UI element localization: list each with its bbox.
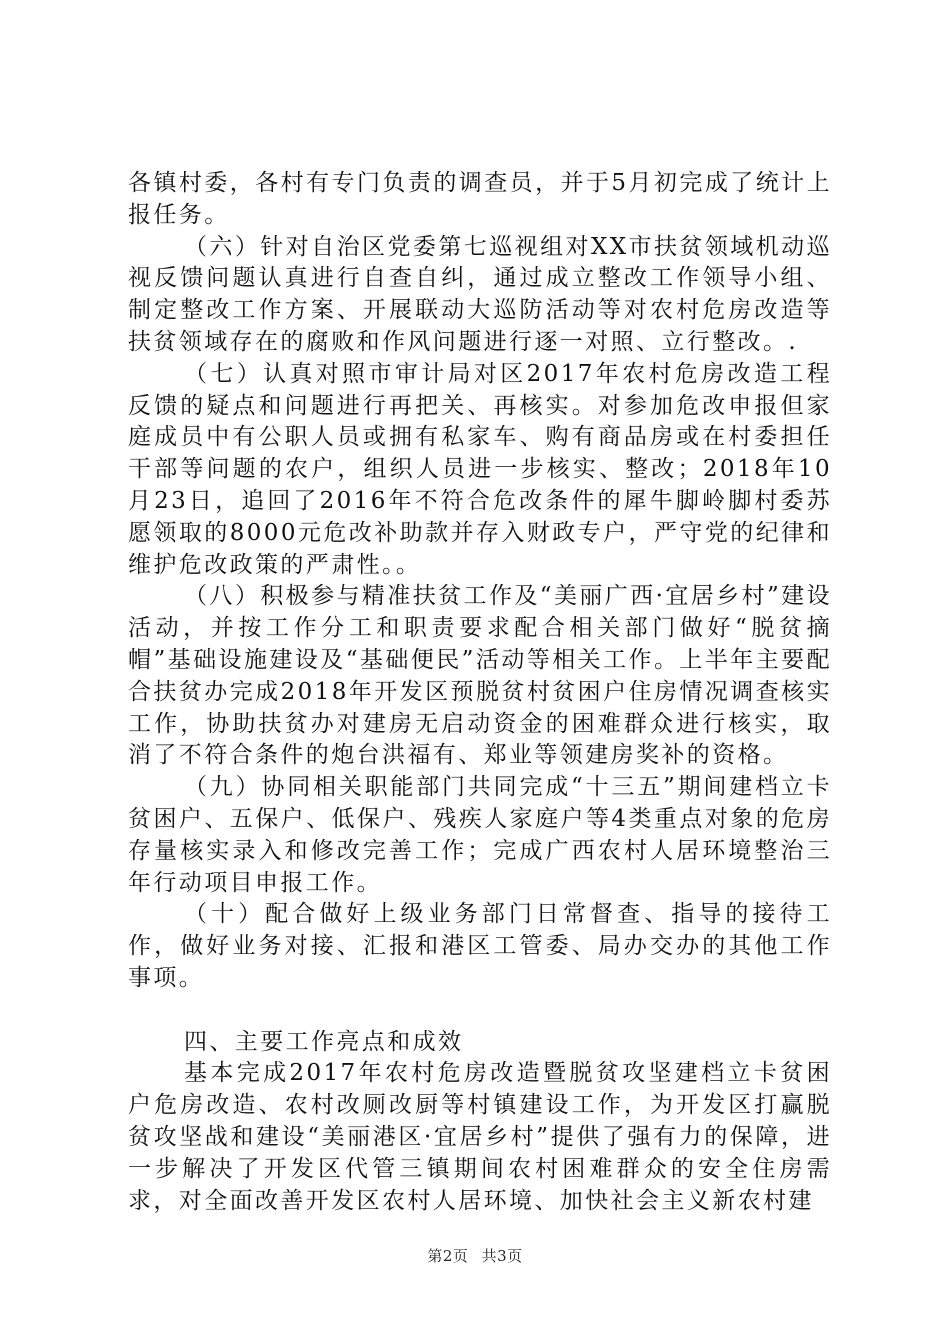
section-heading: 四、主要工作亮点和成效 — [184, 1028, 464, 1055]
paragraph-item-8: （八）积极参与精准扶贫工作及“美丽广西·宜居乡村”建设活动，并按工作分工和职责要求配合相关部门做好“脱贫摘帽”基础设施建设及“基础便民”活动等相关工作。上半年主要配合扶贫办完成2018年开发区预脱贫村贫困户住房情况调查核实工作，协助扶贫办对建房无启动资金的困难群众进行核实，取消了不符合条件的炮台洪福有、郑业等领建房奖补的资格。 — [128, 583, 832, 769]
page-total: 共3页 — [481, 1247, 523, 1265]
section-paragraph: 基本完成2017年农村危房改造暨脱贫攻坚建档立卡贫困户危房改造、农村改厕改厨等村镇建设工作，为开发区打赢脱贫攻坚战和建设“美丽港区·宜居乡村”提供了强有力的保障，进一步解决了开发区代管三镇期间农村困难群众的安全住房需求，对全面改善开发区农村人居环境、加快社会主义新农村建 — [128, 1060, 832, 1214]
paragraph-item-6: （六）针对自治区党委第七巡视组对XX市扶贫领域机动巡视反馈问题认真进行自查自纠，通过成立整改工作领导小组、制定整改工作方案、开展联动大巡防活动等对农村危房改造等扶贫领域存在的腐败和作风问题进行逐一对照、立行整改。. — [128, 233, 832, 355]
page-number: 第2页 — [427, 1247, 469, 1265]
blank-line — [128, 995, 832, 1027]
document-body — [128, 168, 832, 1217]
paragraph-item-9: （九）协同相关职能部门共同完成“十三五”期间建档立卡贫困户、五保户、低保户、残疾人家庭户等4类重点对象的危房存量核实录入和修改完善工作；完成广西农村人居环境整治三年行动项目申报工作。 — [128, 774, 832, 896]
paragraph-item-7: （七）认真对照市审计局对区2017年农村危房改造工程反馈的疑点和问题进行再把关、再核实。对参加危改申报但家庭成员中有公职人员或拥有私家车、购有商品房或在村委担任干部等问题的农户，组织人员进一步核实、整改；2018年10月23日，追回了2016年不符合危改条件的犀牛脚岭脚村委苏愿领取的8000元危改补助款并存入财政专户，严守党的纪律和维护危改政策的严肃性。。 — [128, 360, 832, 578]
paragraph-item-10: （十）配合做好上级业务部门日常督查、指导的接待工作，做好业务对接、汇报和港区工管委、局办交办的其他工作事项。 — [128, 901, 832, 991]
page-footer — [0, 1245, 950, 1266]
paragraph-continuation: 各镇村委，各村有专门负责的调查员，并于5月初完成了统计上报任务。 — [128, 170, 832, 228]
